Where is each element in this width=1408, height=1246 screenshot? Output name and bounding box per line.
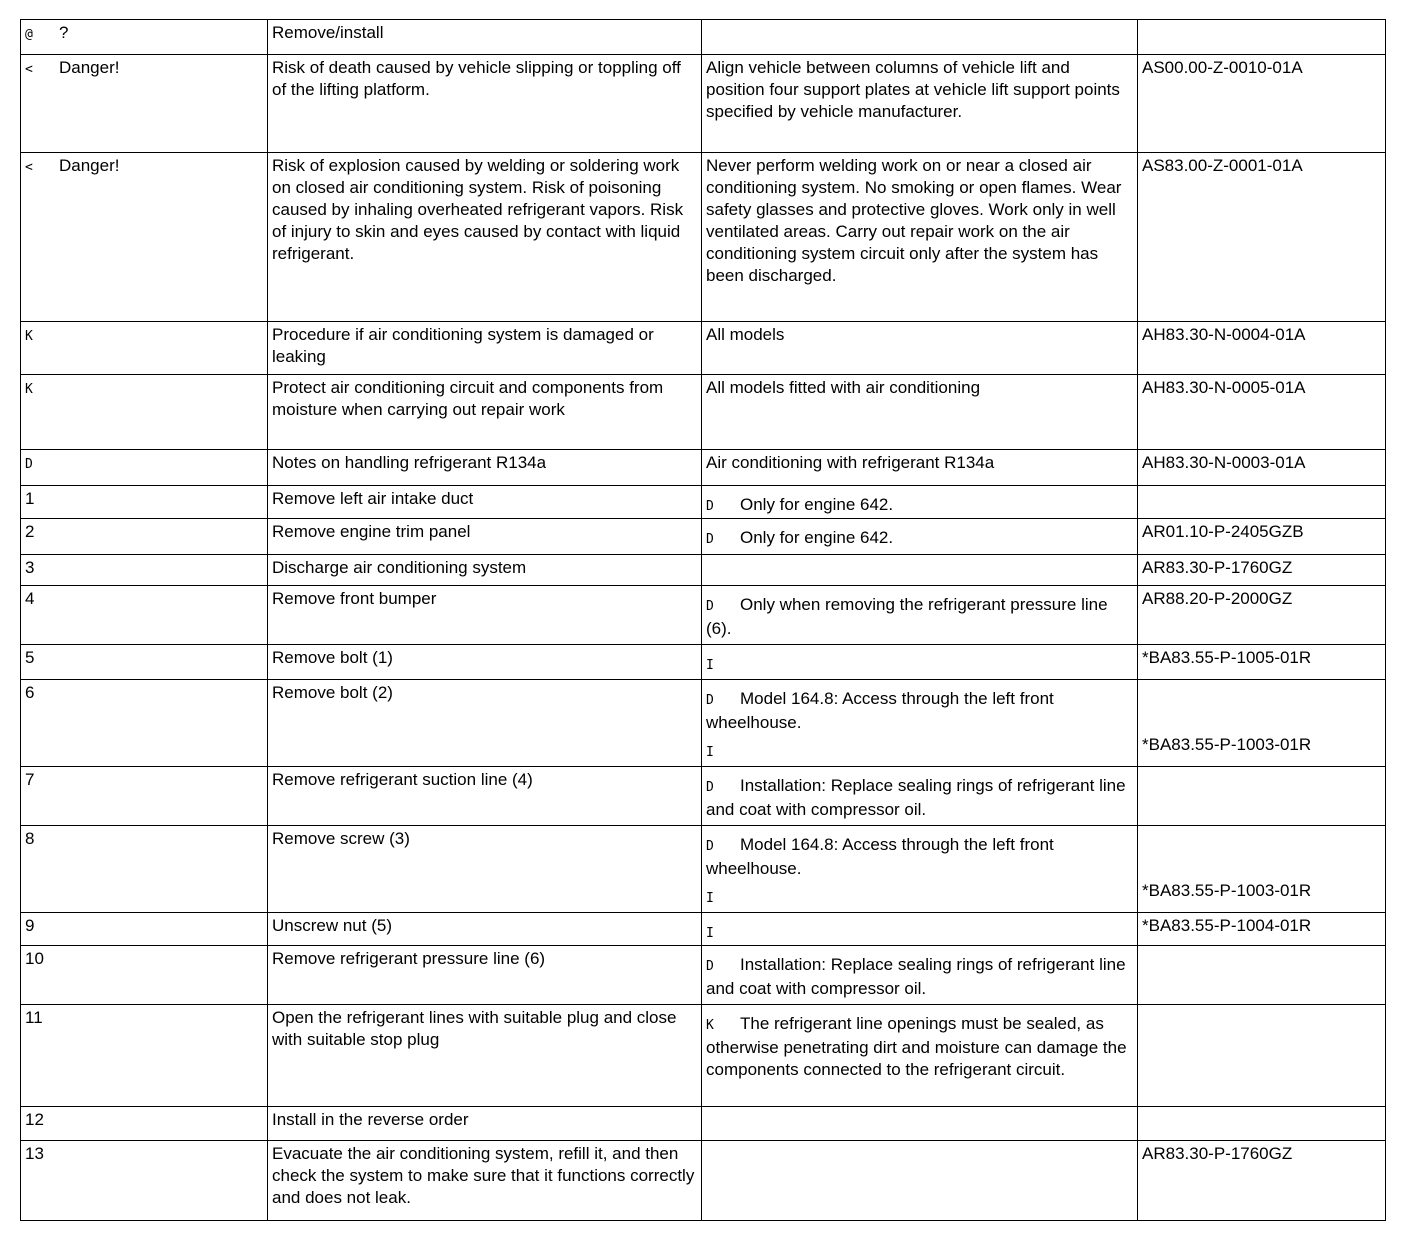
action-cell: Remove bolt (2): [268, 680, 702, 767]
step-label: 11: [25, 1008, 43, 1027]
note-text: Installation: Replace sealing rings of refrigerant line and coat with compressor oil.: [706, 955, 1126, 998]
step-cell: [21, 1005, 268, 1107]
step-label: 1: [25, 489, 35, 508]
note-text: Air conditioning with refrigerant R134a: [706, 453, 995, 472]
reference-link[interactable]: AS83.00-Z-0001-01A: [1138, 153, 1386, 322]
note-symbol-icon: I: [706, 891, 714, 906]
action-cell: Remove refrigerant suction line (4): [268, 767, 702, 826]
table-row: [21, 913, 1386, 946]
notes-cell: [702, 322, 1138, 375]
reference-link[interactable]: AH83.30-N-0004-01A: [1138, 322, 1386, 375]
step-cell: [21, 767, 268, 826]
note-text: Model 164.8: Access through the left front wheelhouse.: [706, 835, 1054, 878]
note-symbol-icon: D: [706, 959, 714, 974]
note-symbol-icon: D: [706, 532, 714, 547]
action-cell: Remove/install: [268, 20, 702, 55]
action-cell: Protect air conditioning circuit and components from moisture when carrying out repair work: [268, 375, 702, 450]
step-cell: [21, 55, 268, 153]
note-text: Never perform welding work on or near a closed air conditioning system. No smoking or open flames. Wear safety glasses and protective gloves. Work only in well ventilated areas. Carry out repair work on the air conditioning system circuit only after the system has been discharged.: [706, 156, 1122, 285]
reference-link: [1138, 486, 1386, 519]
step-cell: [21, 20, 268, 55]
note: [706, 324, 1133, 346]
action-cell: Evacuate the air conditioning system, refill it, and then check the system to make sure that it functions correctly and does not leak.: [268, 1141, 702, 1221]
procedure-table: [20, 19, 1386, 1221]
table-row: [21, 767, 1386, 826]
table-row: [21, 645, 1386, 680]
note: [706, 740, 1133, 764]
action-cell: Risk of explosion caused by welding or soldering work on closed air conditioning system. Risk of poisoning caused by inhaling overheated refrigerant vapors. Risk of injury to skin and eyes caused by contact with liquid refrigerant.: [268, 153, 702, 322]
notes-cell: [702, 555, 1138, 586]
reference-link: [1138, 767, 1386, 826]
reference-link[interactable]: AS00.00-Z-0010-01A: [1138, 55, 1386, 153]
note: [706, 834, 1133, 880]
action-cell: Open the refrigerant lines with suitable plug and close with suitable stop plug: [268, 1005, 702, 1107]
note-text: All models fitted with air conditioning: [706, 378, 981, 397]
step-cell: [21, 645, 268, 680]
step-cell: [21, 322, 268, 375]
table-row: [21, 20, 1386, 55]
symbol-icon: K: [25, 382, 33, 397]
notes-cell: [702, 586, 1138, 645]
note-text: All models: [706, 325, 785, 344]
step-label: 9: [25, 916, 35, 935]
note-text: Model 164.8: Access through the left front wheelhouse.: [706, 689, 1054, 732]
reference-link[interactable]: AH83.30-N-0005-01A: [1138, 375, 1386, 450]
note: [706, 775, 1133, 821]
table-row: [21, 826, 1386, 913]
action-cell: Risk of death caused by vehicle slipping or toppling off of the lifting platform.: [268, 55, 702, 153]
step-cell: [21, 946, 268, 1005]
symbol-icon: K: [25, 329, 33, 344]
step-label: 8: [25, 829, 35, 848]
step-label: Danger!: [59, 156, 120, 175]
notes-cell: [702, 1005, 1138, 1107]
reference-link[interactable]: *BA83.55-P-1004-01R: [1138, 913, 1386, 946]
note: [706, 527, 1133, 551]
action-cell: Remove screw (3): [268, 826, 702, 913]
step-cell: [21, 450, 268, 486]
step-cell: [21, 826, 268, 913]
table-row: [21, 680, 1386, 767]
notes-cell: [702, 519, 1138, 555]
action-cell: Remove left air intake duct: [268, 486, 702, 519]
note: [706, 653, 1133, 677]
table-row: [21, 450, 1386, 486]
step-cell: [21, 375, 268, 450]
note: [706, 57, 1133, 123]
step-label: 12: [25, 1110, 44, 1129]
reference-link[interactable]: AR01.10-P-2405GZB: [1138, 519, 1386, 555]
note-text: Only when removing the refrigerant pressure line (6).: [706, 595, 1108, 638]
note-symbol-icon: I: [706, 745, 714, 760]
symbol-icon: <: [25, 62, 33, 77]
notes-cell: [702, 450, 1138, 486]
note-symbol-icon: I: [706, 658, 714, 673]
step-cell: [21, 913, 268, 946]
reference-link: [1138, 946, 1386, 1005]
reference-link: [1138, 1005, 1386, 1107]
step-label: 5: [25, 648, 35, 667]
table-row: [21, 519, 1386, 555]
reference-link[interactable]: AR83.30-P-1760GZ: [1138, 555, 1386, 586]
step-label: Danger!: [59, 58, 120, 77]
note-text: Installation: Replace sealing rings of refrigerant line and coat with compressor oil.: [706, 776, 1126, 819]
step-label: ?: [59, 23, 69, 42]
reference-link[interactable]: AR88.20-P-2000GZ: [1138, 586, 1386, 645]
action-cell: Remove front bumper: [268, 586, 702, 645]
note-symbol-icon: D: [706, 599, 714, 614]
notes-cell: [702, 645, 1138, 680]
table-row: [21, 153, 1386, 322]
notes-cell: [702, 20, 1138, 55]
note-symbol-icon: D: [706, 839, 714, 854]
notes-cell: [702, 1107, 1138, 1141]
reference-link[interactable]: AH83.30-N-0003-01A: [1138, 450, 1386, 486]
note-symbol-icon: K: [706, 1018, 714, 1033]
note-text: Only for engine 642.: [740, 528, 894, 547]
note: [706, 377, 1133, 399]
notes-cell: [702, 153, 1138, 322]
notes-cell: [702, 1141, 1138, 1221]
step-cell: [21, 153, 268, 322]
step-label: 6: [25, 683, 35, 702]
action-cell: Remove refrigerant pressure line (6): [268, 946, 702, 1005]
note: [706, 688, 1133, 734]
note-text: The refrigerant line openings must be sealed, as otherwise penetrating dirt and moisture can damage the components connected to the refrigerant circuit.: [706, 1014, 1127, 1079]
procedure-table-body: [21, 20, 1386, 1221]
reference-link: [1138, 1107, 1386, 1141]
symbol-icon: D: [25, 457, 33, 472]
step-cell: [21, 486, 268, 519]
note: [706, 886, 1133, 910]
table-row: [21, 1005, 1386, 1107]
note-symbol-icon: D: [706, 693, 714, 708]
notes-cell: [702, 375, 1138, 450]
symbol-icon: @: [25, 27, 33, 42]
table-row: [21, 486, 1386, 519]
table-row: [21, 55, 1386, 153]
step-cell: [21, 1107, 268, 1141]
step-cell: [21, 555, 268, 586]
action-cell: Discharge air conditioning system: [268, 555, 702, 586]
action-cell: Notes on handling refrigerant R134a: [268, 450, 702, 486]
action-cell: Remove bolt (1): [268, 645, 702, 680]
note-symbol-icon: D: [706, 499, 714, 514]
note-symbol-icon: I: [706, 926, 714, 941]
table-row: [21, 322, 1386, 375]
step-label: 7: [25, 770, 35, 789]
note-text: Only for engine 642.: [740, 495, 894, 514]
step-label: 3: [25, 558, 35, 577]
table-row: [21, 1141, 1386, 1221]
note-symbol-icon: D: [706, 780, 714, 795]
step-cell: [21, 1141, 268, 1221]
table-row: [21, 375, 1386, 450]
note: [706, 594, 1133, 640]
action-cell: Unscrew nut (5): [268, 913, 702, 946]
table-row: [21, 1107, 1386, 1141]
step-label: 13: [25, 1144, 44, 1163]
symbol-icon: <: [25, 160, 33, 175]
reference-link[interactable]: *BA83.55-P-1005-01R: [1138, 645, 1386, 680]
table-row: [21, 555, 1386, 586]
notes-cell: [702, 486, 1138, 519]
notes-cell: [702, 913, 1138, 946]
notes-cell: [702, 767, 1138, 826]
note: [706, 1013, 1133, 1081]
note: [706, 494, 1133, 518]
note: [706, 954, 1133, 1000]
notes-cell: [702, 680, 1138, 767]
note: [706, 452, 1133, 474]
step-cell: [21, 680, 268, 767]
note: [706, 155, 1133, 287]
note: [706, 921, 1133, 945]
reference-link[interactable]: AR83.30-P-1760GZ: [1138, 1141, 1386, 1221]
notes-cell: [702, 826, 1138, 913]
reference-link[interactable]: *BA83.55-P-1003-01R: [1138, 680, 1386, 767]
note-text: Align vehicle between columns of vehicle lift and position four support plates at vehicle lift support points specified by vehicle manufacturer.: [706, 58, 1120, 121]
action-cell: Remove engine trim panel: [268, 519, 702, 555]
action-cell: Procedure if air conditioning system is damaged or leaking: [268, 322, 702, 375]
reference-link: [1138, 20, 1386, 55]
step-cell: [21, 519, 268, 555]
table-row: [21, 586, 1386, 645]
notes-cell: [702, 946, 1138, 1005]
action-cell: Install in the reverse order: [268, 1107, 702, 1141]
step-cell: [21, 586, 268, 645]
table-row: [21, 946, 1386, 1005]
reference-link[interactable]: *BA83.55-P-1003-01R: [1138, 826, 1386, 913]
notes-cell: [702, 55, 1138, 153]
step-label: 10: [25, 949, 44, 968]
step-label: 2: [25, 522, 35, 541]
step-label: 4: [25, 589, 35, 608]
